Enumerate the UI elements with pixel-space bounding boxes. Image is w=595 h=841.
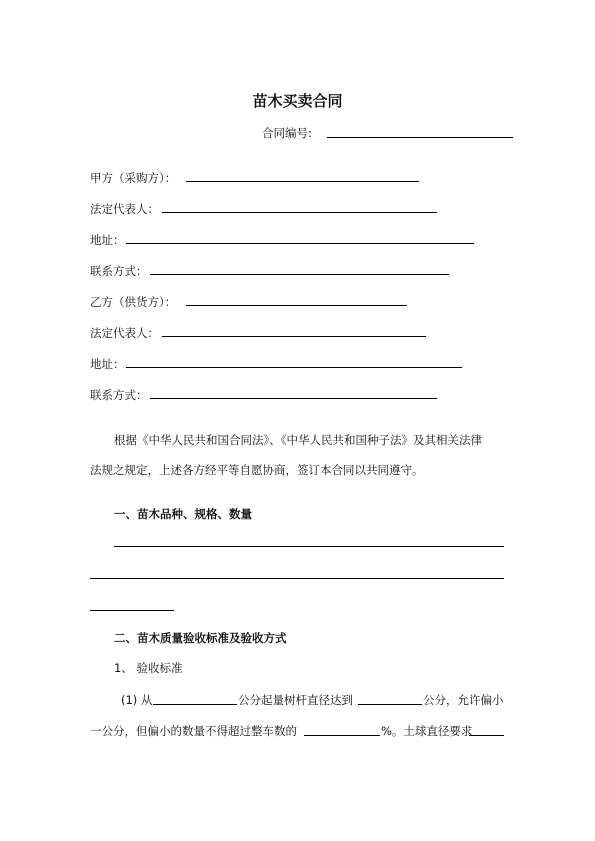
section-2-heading: 二、苗木质量验收标准及验收方式	[114, 631, 287, 645]
section-1-blank-line-3[interactable]	[90, 610, 174, 611]
party-a-address-label: 地址：	[90, 233, 125, 247]
contract-number-blank[interactable]	[327, 137, 513, 138]
section-1-blank-line-1[interactable]	[114, 546, 504, 547]
clause-1-text-b: 公分起量树杆直径达到	[238, 693, 353, 707]
clause-1-text-a: (1) 从	[121, 693, 153, 707]
party-a-blank[interactable]	[186, 181, 419, 182]
clause-1-start-diameter-blank[interactable]	[153, 704, 237, 705]
clause-1-percent-blank[interactable]	[304, 735, 380, 736]
preamble-line-1: 根据《中华人民共和国合同法》、《中华人民共和国种子法》及其相关法律	[114, 433, 482, 447]
clause-1-root-ball-blank[interactable]	[469, 735, 504, 736]
party-a-contact-blank[interactable]	[150, 274, 449, 275]
party-a-rep-blank[interactable]	[162, 212, 437, 213]
preamble-line-2: 法规之规定，上述各方经平等自愿协商，签订本合同以共同遵守。	[90, 463, 424, 477]
party-a-contact-label: 联系方式：	[90, 264, 148, 278]
section-1-blank-line-2[interactable]	[90, 578, 504, 579]
clause-1-text-e: %。土球直径要求	[381, 724, 473, 738]
clause-1-text-c: 公分，允许偏小	[423, 693, 504, 707]
contract-title: 苗木买卖合同	[252, 92, 343, 110]
clause-1-text-d: 一公分，但偏小的数量不得超过整车数的	[90, 724, 297, 738]
party-b-address-label: 地址：	[90, 357, 125, 371]
contract-number-label: 合同编号:	[262, 126, 312, 140]
section-1-heading: 一、苗木品种、规格、数量	[114, 507, 252, 521]
party-b-blank[interactable]	[186, 305, 407, 306]
party-b-rep-blank[interactable]	[162, 336, 426, 337]
party-a-label: 甲方（采购方）：	[90, 171, 177, 185]
party-b-rep-label: 法定代表人：	[90, 326, 159, 340]
party-b-contact-label: 联系方式：	[90, 388, 148, 402]
party-a-rep-label: 法定代表人：	[90, 202, 159, 216]
clause-1-target-diameter-blank[interactable]	[358, 704, 422, 705]
party-b-contact-blank[interactable]	[150, 398, 437, 399]
party-b-address-blank[interactable]	[126, 367, 462, 368]
party-a-address-blank[interactable]	[126, 243, 474, 244]
party-b-label: 乙方（供货方）：	[90, 295, 177, 309]
item-1-label: 1、 验收标准	[114, 661, 183, 675]
